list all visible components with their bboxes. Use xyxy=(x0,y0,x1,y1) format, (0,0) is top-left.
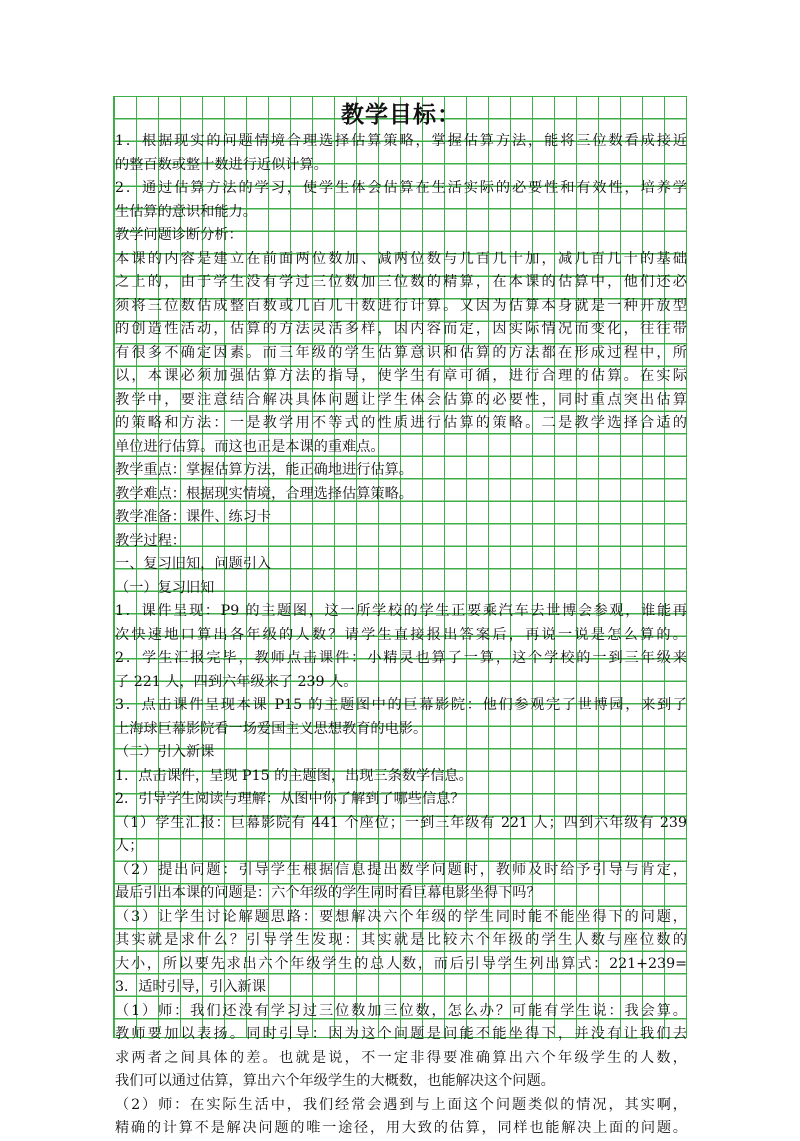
text-line: 2．通过估算方法的学习，使学生体会估算在生活实际的必要性和有效性，培养学 xyxy=(115,180,687,196)
text-line: 教师要加以表扬。同时引导：因为这个问题是问能不能坐得下，并没有让我们去 xyxy=(115,1026,687,1042)
text-line: 以，本课必须加强估算方法的指导，使学生有章可循，进行合理的估算。在实际 xyxy=(115,368,687,384)
page-title: 教学目标： xyxy=(341,102,461,128)
text-line: （3）让学生讨论解题思路：要想解决六个年级的学生同时能不能坐得下的问题， xyxy=(115,908,687,925)
text-line: 我们可以通过估算，算出六个年级学生的大概数，也能解决这个问题。 xyxy=(115,1073,555,1089)
text-line: 的创造性活动，估算的方法灵活多样，因内容而定，因实际情况而变化，往往带 xyxy=(115,321,687,337)
text-line: （1）师：我们还没有学习过三位数加三位数，怎么办？可能有学生说：我会算。 xyxy=(115,1002,687,1019)
text-line: 的策略和方法：一是教学用不等式的性质进行估算的策略。二是教学选择合适的 xyxy=(115,415,687,431)
text-line: 大小，所以要先求出六个年级学生的总人数，而后引导学生列出算式：221+239= xyxy=(115,955,687,972)
text-line: （2）师：在实际生活中，我们经常会遇到与上面这个问题类似的情况，其实啊， xyxy=(115,1096,687,1113)
text-line: （1）学生汇报：巨幕影院有 441 个座位；一到三年级有 221 人；四到六年级有 239 xyxy=(115,814,687,831)
text-line: 的整百数或整十数进行近似计算。 xyxy=(115,156,328,173)
text-line: 有很多不确定因素。而三年级的学生估算意识和估算的方法都在形成过程中，所 xyxy=(115,344,687,361)
text-line: 本课的内容是建立在前面两位数加、减两位数与几百几十加，减几百几十的基础 xyxy=(115,250,687,267)
text-line: 了 221 人，四到六年级来了 239 人。 xyxy=(115,673,358,690)
text-line: 3．适时引导，引入新课 xyxy=(115,979,266,995)
text-line: 教学问题诊断分析： xyxy=(115,227,243,243)
text-line: 最后引出本课的问题是：六个年级的学生同时看巨幕电影坐得下吗？ xyxy=(115,885,541,901)
text-line: 教学难点：根据现实情境，合理选择估算策略。 xyxy=(115,485,413,502)
text-line: 一、复习旧知，问题引入 xyxy=(115,556,272,572)
text-line: 1．课件呈现：P9 的主题图，这一所学校的学生正要乘汽车去世博会参观，谁能再 xyxy=(115,603,687,619)
text-line: 须将三位数估成整百数或几百几十数进行计算。又因为估算本身就是一种开放型 xyxy=(115,297,687,314)
text-line: 2．学生汇报完毕，教师点击课件：小精灵也算了一算，这个学校的一到三年级来 xyxy=(115,650,687,666)
text-line: 教学重点：掌握估算方法，能正确地进行估算。 xyxy=(115,462,413,478)
text-line: （一）复习旧知 xyxy=(115,579,215,596)
text-line: （2）提出问题：引导学生根据信息提出数学问题时，教师及时给予引导与肯定， xyxy=(115,861,687,878)
text-line: 求两者之间具体的差。也就是说，不一定非得要准确算出六个年级学生的人数， xyxy=(115,1049,687,1066)
text-line: 1．点击课件，呈现 P15 的主题图，出现三条数学信息。 xyxy=(115,767,473,784)
document-body xyxy=(115,100,687,1141)
text-line: 之上的，由于学生没有学过三位数加三位数的精算，在本课的估算中，他们还必 xyxy=(115,274,687,290)
text-line: 教学过程： xyxy=(115,532,186,549)
text-line: 1．根据现实的问题情境合理选择估算策略，掌握估算方法，能将三位数看成接近 xyxy=(115,133,687,149)
text-line: 其实就是求什么？引导学生发现：其实就是比较六个年级的学生人数与座位数的 xyxy=(115,932,687,948)
text-line: 上海球巨幕影院看一场爱国主义思想教育的电影。 xyxy=(115,720,428,737)
text-line: 教学准备：课件、练习卡 xyxy=(115,509,272,525)
text-line: 2．引导学生阅读与理解：从图中你了解到了哪些信息？ xyxy=(115,791,465,807)
text-line: 次快速地口算出各年级的人数？请学生直接报出答案后，再说一说是怎么算的。 xyxy=(115,626,687,643)
text-line: 教学中，要注意结合解决具体问题让学生体会估算的必要性，同时重点突出估算 xyxy=(115,391,687,408)
text-line: 3．点击课件呈现本课 P15 的主题图中的巨幕影院：他们参观完了世博园，来到了 xyxy=(115,697,687,713)
text-lines xyxy=(115,130,687,1141)
text-line: 单位进行估算。而这也正是本课的重难点。 xyxy=(115,438,385,455)
text-line: 人； xyxy=(115,838,144,854)
text-line: （二）引入新课 xyxy=(115,744,215,760)
text-line: 精确的计算不是解决问题的唯一途径，用大致的估算，同样也能解决上面的问题。 xyxy=(115,1120,687,1136)
text-line: 生估算的意识和能力。 xyxy=(115,203,257,220)
